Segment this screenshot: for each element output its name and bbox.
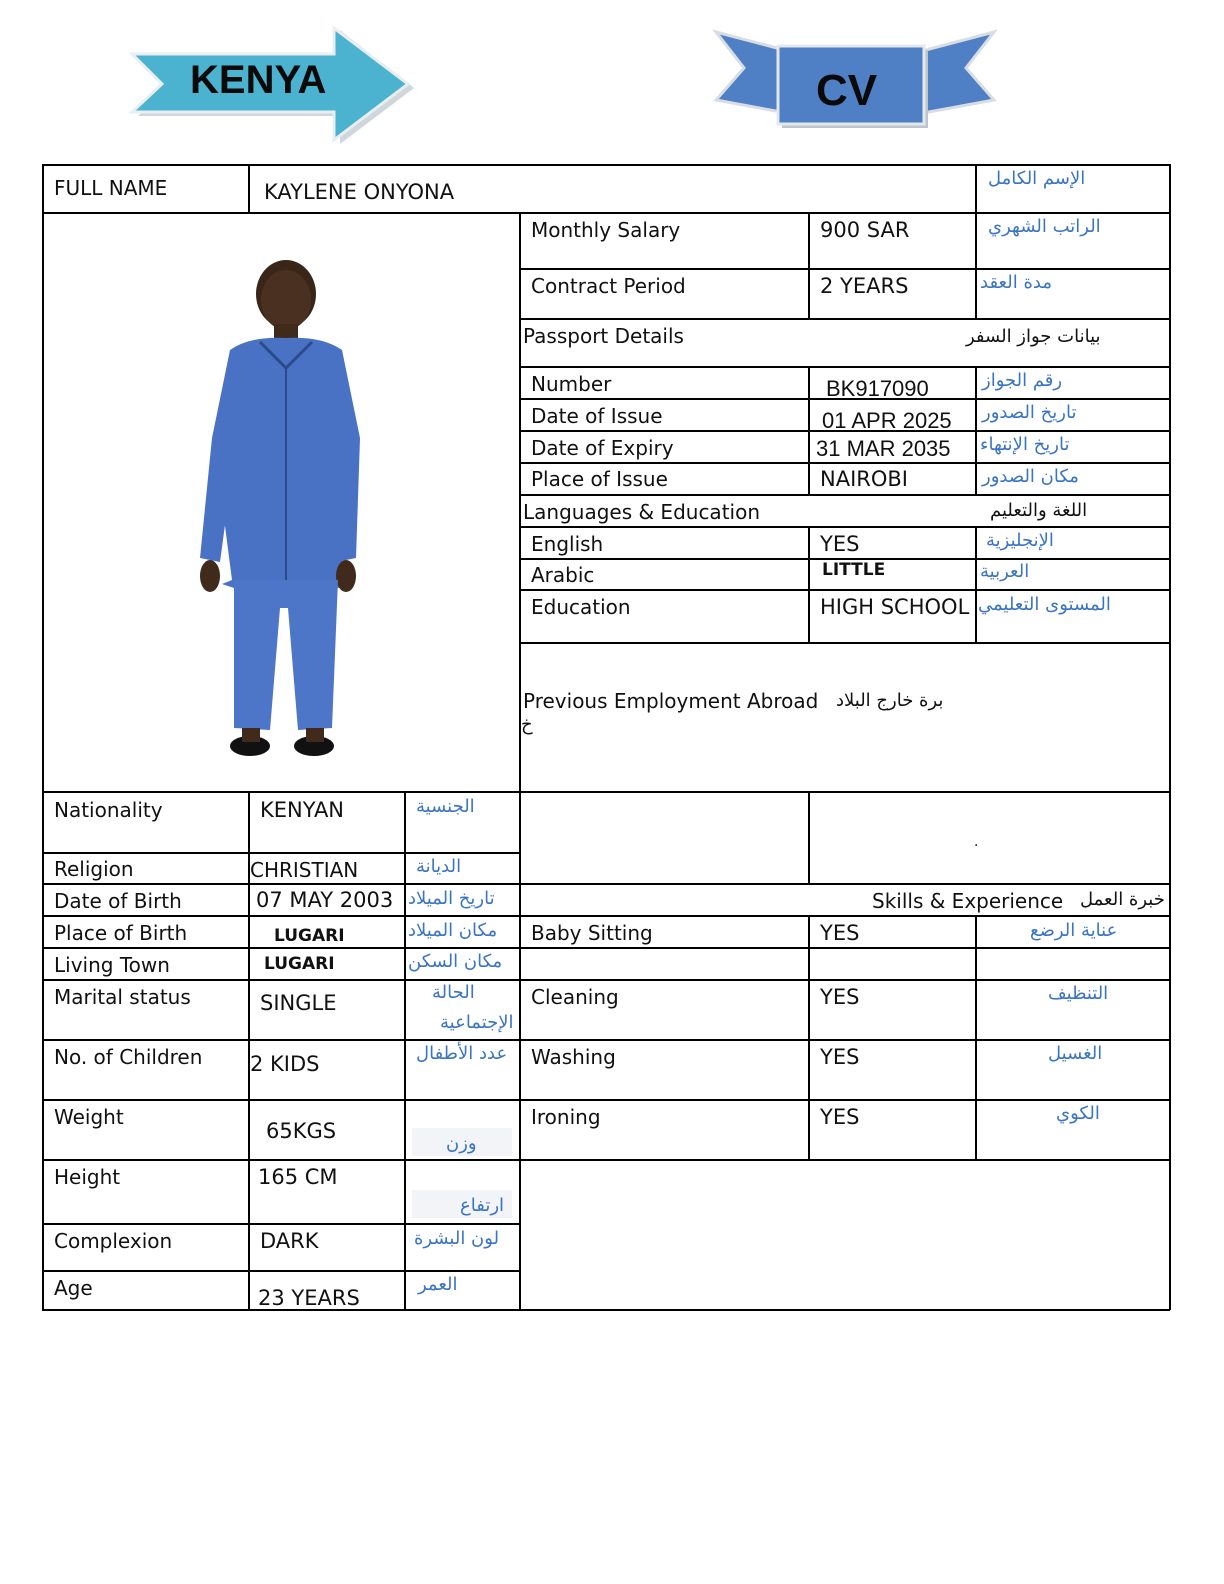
skills-heading: Skills & Experience [872, 889, 1064, 913]
candidate-photo [190, 258, 370, 778]
children-label: No. of Children [54, 1045, 203, 1069]
dob-label-ar: تاريخ الميلاد [408, 888, 495, 909]
living-town-label: Living Town [54, 953, 170, 977]
children-label-ar: عدد الأطفال [416, 1043, 508, 1064]
nationality-value: KENYAN [260, 798, 345, 822]
education-value: HIGH SCHOOL [820, 595, 970, 619]
height-value: 165 CM [258, 1165, 338, 1189]
pob-label: Place of Birth [54, 921, 188, 945]
age-label: Age [54, 1276, 93, 1300]
dob-label: Date of Birth [54, 889, 182, 913]
contract-value: 2 YEARS [820, 274, 909, 298]
contract-label: Contract Period [531, 274, 686, 298]
nationality-label: Nationality [54, 798, 163, 822]
full-name-label: FULL NAME [54, 176, 168, 200]
ironing-value: YES [820, 1105, 860, 1129]
washing-label-ar: الغسيل [1048, 1043, 1103, 1064]
previous-employment-label-ar-wrap: خ [521, 714, 533, 735]
arabic-label: Arabic [531, 563, 595, 587]
living-town-label-ar: مكان السكن [408, 951, 503, 972]
salary-label: Monthly Salary [531, 218, 681, 242]
passport-number-label-ar: رقم الجواز [982, 370, 1063, 391]
age-label-ar: العمر [418, 1274, 458, 1295]
education-label: Education [531, 595, 631, 619]
place-of-issue-label: Place of Issue [531, 467, 668, 491]
expiry-date-value: 31 MAR 2035 [816, 436, 951, 461]
issue-date-label-ar: تاريخ الصدور [982, 402, 1077, 423]
baby-sitting-value: YES [820, 921, 860, 945]
passport-number-value: BK917090 [826, 376, 929, 401]
arabic-label-ar: العربية [980, 561, 1030, 582]
age-value: 23 YEARS [258, 1286, 360, 1310]
baby-sitting-label: Baby Sitting [531, 921, 653, 945]
nationality-label-ar: الجنسية [416, 796, 475, 817]
cleaning-label: Cleaning [531, 985, 619, 1009]
height-label-ar: ارتفاع [460, 1195, 505, 1216]
religion-label-ar: الديانة [416, 856, 462, 877]
previous-employment-label-ar: برة خارج البلاد [836, 690, 944, 711]
stray-dot: . [974, 834, 979, 850]
english-value: YES [820, 532, 860, 556]
pob-label-ar: مكان الميلاد [408, 920, 498, 941]
living-town-value: LUGARI [264, 954, 335, 974]
languages-heading: Languages & Education [523, 500, 761, 524]
complexion-label: Complexion [54, 1229, 173, 1253]
baby-sitting-label-ar: عناية الرضع [1030, 920, 1118, 941]
english-label-ar: الإنجليزية [986, 530, 1054, 551]
weight-value: 65KGS [266, 1119, 337, 1143]
contract-label-ar: مدة العقد [980, 272, 1052, 293]
kenya-banner-label: KENYA [190, 58, 327, 102]
washing-label: Washing [531, 1045, 616, 1069]
washing-value: YES [820, 1045, 860, 1069]
place-of-issue-label-ar: مكان الصدور [982, 466, 1079, 487]
cleaning-value: YES [820, 985, 860, 1009]
marital-value: SINGLE [260, 991, 337, 1015]
complexion-label-ar: لون البشرة [414, 1228, 500, 1249]
weight-label: Weight [54, 1105, 124, 1129]
expiry-date-label: Date of Expiry [531, 436, 674, 460]
skills-heading-ar: خبرة العمل [1080, 889, 1165, 910]
arabic-value: LITTLE [822, 560, 886, 580]
passport-heading: Passport Details [523, 324, 684, 348]
education-label-ar: المستوى التعليمي [978, 594, 1111, 615]
passport-heading-ar: بيانات جواز السفر [966, 326, 1101, 347]
ironing-label-ar: الكوي [1056, 1103, 1100, 1124]
complexion-value: DARK [260, 1229, 319, 1253]
children-value: 2 KIDS [250, 1052, 320, 1076]
marital-label-ar-1: الحالة [432, 982, 475, 1003]
previous-employment-label: Previous Employment Abroad [523, 689, 819, 713]
salary-value: 900 SAR [820, 218, 910, 242]
marital-label-ar-2: الإجتماعية [440, 1012, 514, 1033]
english-label: English [531, 532, 604, 556]
cv-banner-label: CV [816, 66, 878, 115]
cleaning-label-ar: التنظيف [1048, 983, 1109, 1004]
marital-label: Marital status [54, 985, 191, 1009]
religion-value: CHRISTIAN [250, 858, 359, 882]
height-label: Height [54, 1165, 121, 1189]
salary-label-ar: الراتب الشهري [988, 216, 1101, 237]
weight-label-ar: وزن [446, 1133, 477, 1154]
full-name-value: KAYLENE ONYONA [264, 180, 455, 204]
place-of-issue-value: NAIROBI [820, 467, 908, 491]
religion-label: Religion [54, 857, 134, 881]
dob-value: 07 MAY 2003 [256, 888, 394, 912]
issue-date-label: Date of Issue [531, 404, 663, 428]
pob-value: LUGARI [274, 926, 345, 946]
passport-number-label: Number [531, 372, 612, 396]
expiry-date-label-ar: تاريخ الإنتهاء [980, 434, 1070, 455]
languages-heading-ar: اللغة والتعليم [990, 500, 1088, 521]
full-name-label-ar: الإسم الكامل [988, 168, 1086, 189]
issue-date-value: 01 APR 2025 [822, 408, 952, 433]
ironing-label: Ironing [531, 1105, 601, 1129]
